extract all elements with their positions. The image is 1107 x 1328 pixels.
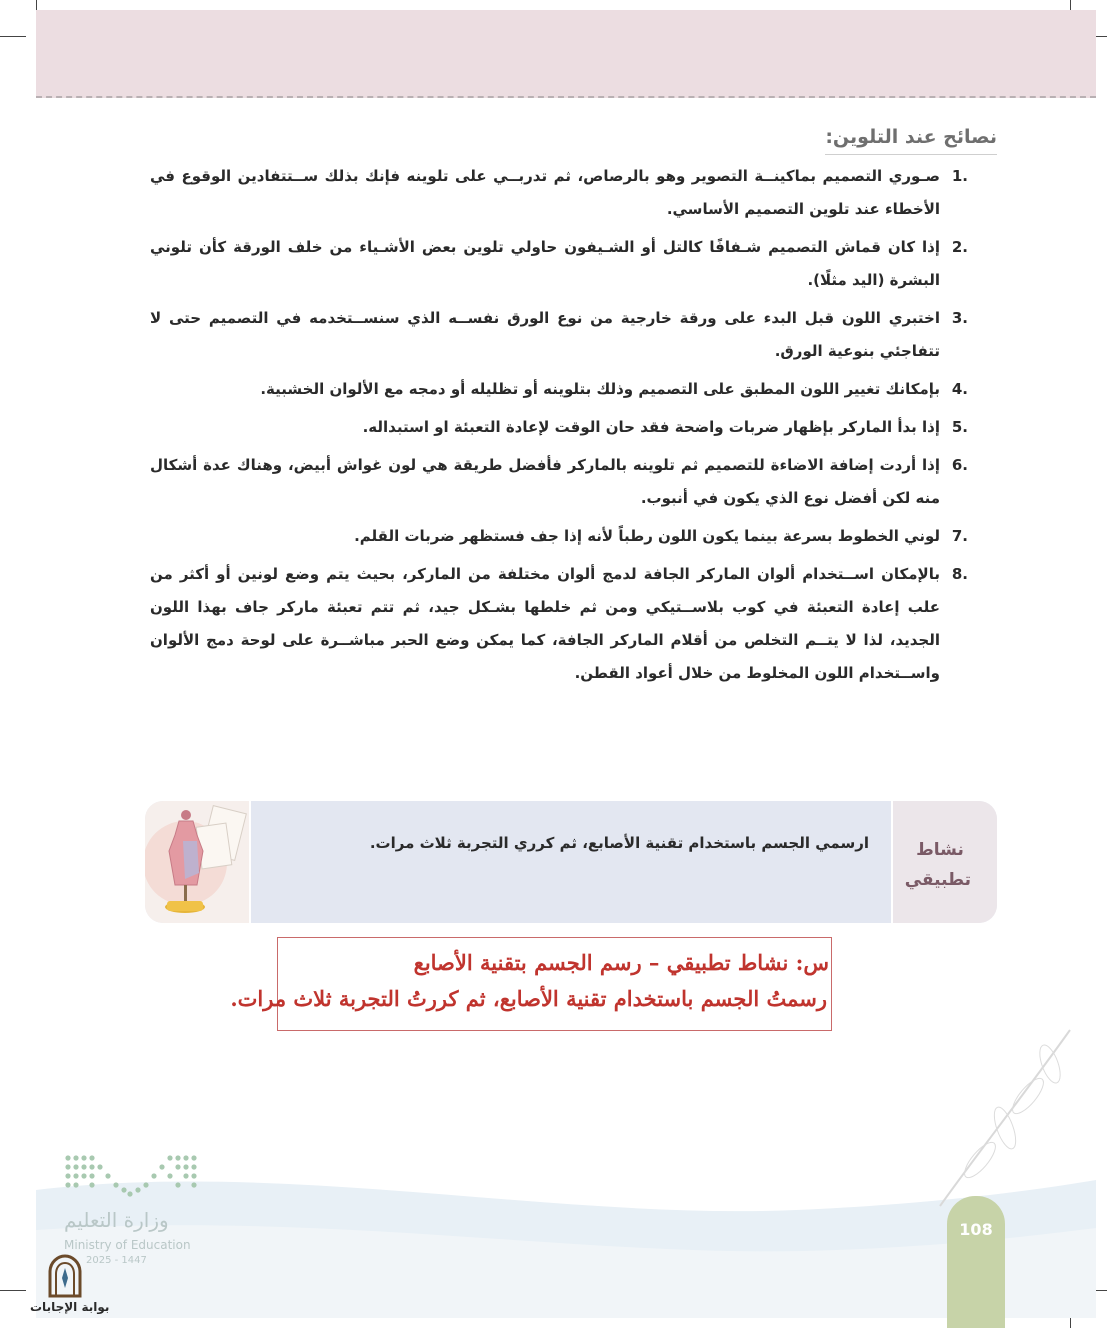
tip-text: لوني الخطوط بسرعة بينما يكون اللون رطباً لأنه إذا جف فستظهر ضربات القلم. — [354, 527, 940, 545]
answer-text: رسمتُ الجسم باستخدام تقنية الأصابع، ثم كررتُ التجربة ثلاث مرات. — [230, 986, 827, 1011]
tip-text: إذا أردت إضافة الاضاءة للتصميم ثم تلوينه بالماركر فأفضل طريقة هي لون غواش أبيض، وهناك عدة أشكال منه لكن أفضل نوع الذي يكون في أنبوب. — [150, 456, 940, 507]
tip-text: بإمكانك تغيير اللون المطبق على التصميم وذلك بتلوينه أو تظليله أو دمجه مع الألوان الخشبية. — [260, 380, 940, 398]
tip-text: بالإمكان اســتخدام ألوان الماركر الجافة لدمج ألوان مختلفة من الماركر، بحيث يتم وضع لونين أو أكثر من علب إعادة التعبئة في كوب بلاســتيكي ومن ثم خلطها بشـكل جيد، ثم تتم تعبئة ماركر جاف بهذا اللون الجديد، لذا لا يتــم التخلص من أقلام الماركر الجافة، كما يمكن وضع الحبر مباشــرة على لوحة دمج الألوان واســتخدام اللون المخلوط من خلال أعواد القطن. — [150, 565, 940, 682]
tip-text: اختبري اللون قبل البدء على ورقة خارجية من نوع الورق نفســه الذي سنســتخدمه في التصميم حتى لا تتفاجئي بنوعية الورق. — [150, 309, 940, 360]
tip-number: .1 — [951, 167, 968, 185]
activity-text: ارسمي الجسم باستخدام تقنية الأصابع، ثم كرري التجربة ثلاث مرات. — [369, 834, 869, 852]
activity-label-line1: نشاط — [916, 840, 964, 860]
list-item — [150, 520, 968, 553]
tip-number: .8 — [951, 565, 968, 583]
answer-box — [230, 937, 832, 1031]
activity-label-box — [891, 801, 997, 923]
portal-name: بوابة الإجابات — [30, 1300, 110, 1314]
tip-text: إذا بدأ الماركر بإظهار ضربات واضحة فقد حان الوقت لإعادة التعبئة او استبداله. — [362, 418, 940, 436]
list-item — [150, 449, 968, 515]
tip-text: إذا كان قماش التصميم شـفافًا كالتل أو الشـيفون حاولي تلوين بعض الأشـياء من خلف الورقة كأن تلوني البشرة (اليد مثلًا). — [150, 238, 940, 289]
list-item — [150, 411, 968, 444]
ministry-name-arabic: وزارة التعليم — [64, 1208, 169, 1232]
tip-text: صـوري التصميم بماكينــة التصوير وهو بالرصاص، ثم تدربــي على تلوينه فإنك بذلك ســتتفادين الوقوع في الأخطاء عند تلوين التصميم الأساسي. — [150, 167, 940, 218]
page-number-tab — [947, 1196, 1005, 1328]
page-number: 108 — [959, 1220, 993, 1239]
list-item — [150, 160, 968, 226]
ministry-year: 2025 - 1447 — [86, 1255, 147, 1266]
list-item — [150, 558, 968, 690]
tip-number: .6 — [951, 456, 968, 474]
tip-number: .7 — [951, 527, 968, 545]
list-item — [150, 373, 968, 406]
header-band — [36, 10, 1096, 98]
crop-mark — [0, 1290, 26, 1291]
list-item — [150, 302, 968, 368]
crop-mark — [0, 36, 26, 37]
section-title: نصائح عند التلوين: — [825, 126, 997, 155]
activity-box — [145, 801, 997, 923]
tips-list — [150, 160, 968, 695]
list-item — [150, 231, 968, 297]
tip-number: .5 — [951, 418, 968, 436]
leaf-branch-icon — [920, 1010, 1090, 1210]
tip-number: .4 — [951, 380, 968, 398]
dress-form-icon — [145, 801, 251, 923]
tip-number: .2 — [951, 238, 968, 256]
ministry-name-english: Ministry of Education — [64, 1238, 191, 1252]
activity-label-line2: تطبيقي — [904, 870, 971, 890]
portal-logo-icon — [44, 1254, 86, 1298]
ministry-logo-dots-icon — [64, 1154, 198, 1198]
activity-label — [904, 835, 971, 895]
tip-number: .3 — [951, 309, 968, 327]
answer-question: س: نشاط تطبيقي – رسم الجسم بتقنية الأصابع — [413, 950, 829, 975]
